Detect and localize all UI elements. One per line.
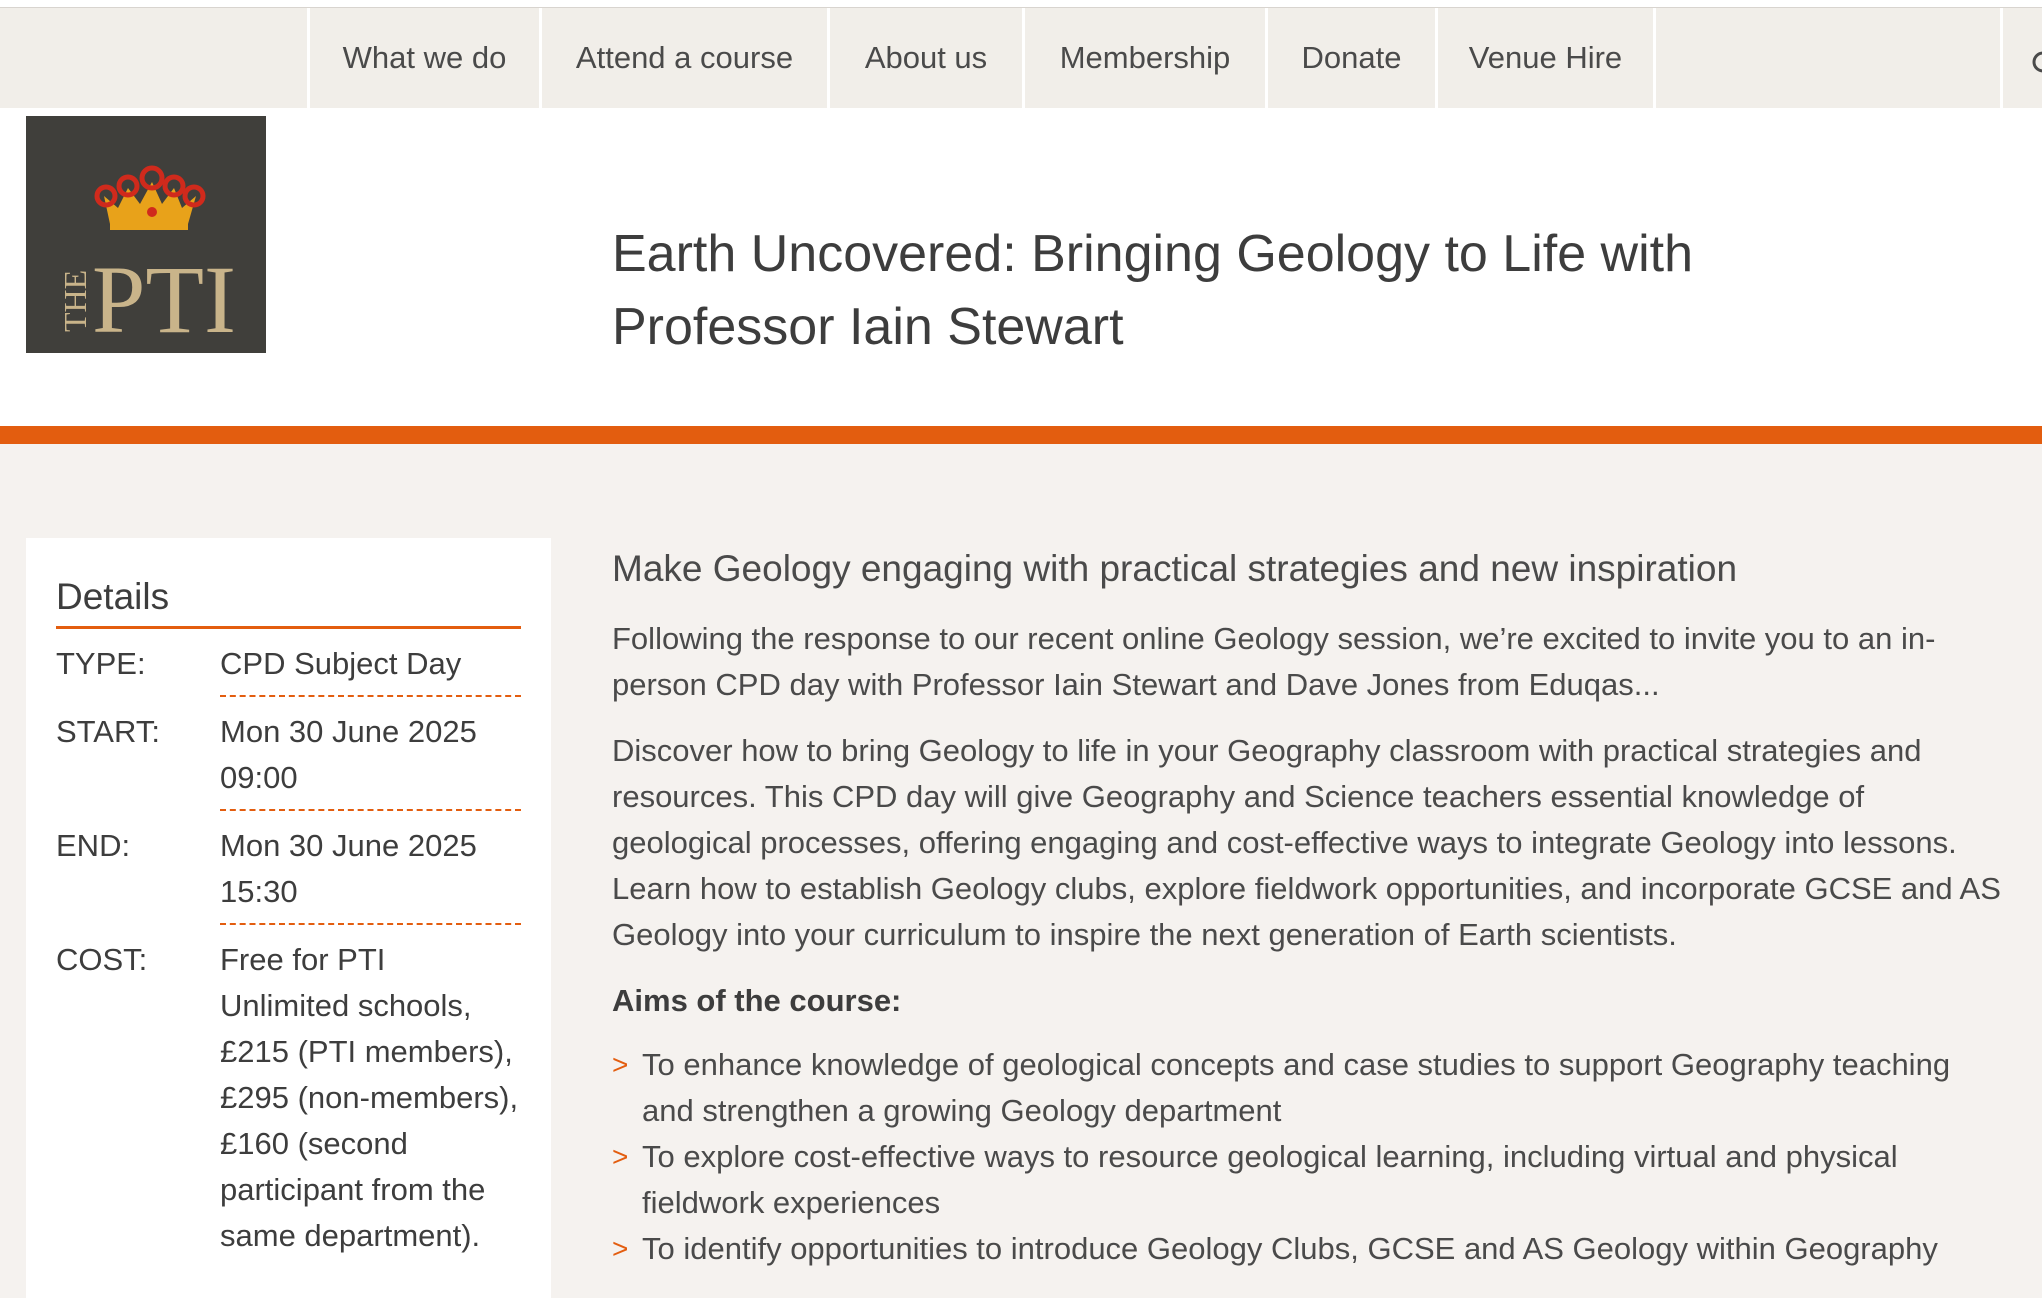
title-line-2: Professor Iain Stewart <box>612 298 1124 356</box>
search-button[interactable] <box>2000 8 2042 108</box>
detail-row-type <box>56 641 521 697</box>
detail-row-end <box>56 823 521 925</box>
pti-logo[interactable] <box>26 116 266 353</box>
aim-text: To explore cost-effective ways to resource geological learning, including virtual and physical fieldwork experiences <box>642 1139 1898 1220</box>
cost-label: COST: <box>56 942 148 977</box>
aims-list <box>612 1042 2002 1272</box>
start-time: 09:00 <box>220 760 298 795</box>
aim-text: To identify opportunities to introduce Geology Clubs, GCSE and AS Geology within Geography <box>642 1231 1938 1266</box>
nav-item-about-us[interactable]: About us <box>827 8 1022 108</box>
end-date: Mon 30 June 2025 <box>220 828 477 863</box>
cost-value <box>220 937 521 1267</box>
start-label: START: <box>56 714 160 749</box>
course-description <box>612 538 2002 1272</box>
start-value <box>220 709 521 811</box>
details-panel <box>26 538 551 1298</box>
details-heading: Details <box>56 576 521 629</box>
main-nav <box>307 8 1656 108</box>
start-date: Mon 30 June 2025 <box>220 714 477 749</box>
course-subtitle: Make Geology engaging with practical strategies and new inspiration <box>612 548 1738 589</box>
end-value <box>220 823 521 925</box>
search-icon <box>2031 50 2042 80</box>
top-border <box>0 0 2042 8</box>
aim-text: To enhance knowledge of geological concepts and case studies to support Geography teaching and strengthen a growing Geology department <box>642 1047 1951 1128</box>
aims-heading: Aims of the course: <box>612 983 902 1018</box>
logo-pti-text: PTI <box>92 246 236 353</box>
intro-paragraph: Following the response to our recent online Geology session, we’re excited to invite you to an in-person CPD day with Professor Iain Stewart and Dave Jones from Eduqas... <box>612 621 1936 702</box>
end-label: END: <box>56 828 131 863</box>
crown-icon <box>97 168 203 230</box>
nav-item-attend-a-course[interactable]: Attend a course <box>539 8 827 108</box>
body-paragraph: Discover how to bring Geology to life in your Geography classroom with practical strategies and resources. This CPD day will give Geography and Science teachers essential knowledge of geological processes, offering engaging and cost-effective ways to integrate Geology into lessons. Learn how to establish Geology clubs, explore fieldwork opportunities, and incorporate GCSE and AS Geology into your curriculum to inspire the next generation of Earth scientists. <box>612 733 2001 952</box>
cost-line: same department). <box>220 1218 481 1253</box>
list-item <box>612 1042 2002 1134</box>
title-line-1: Earth Uncovered: Bringing Geology to Life with <box>612 225 1694 283</box>
cost-line: participant from the <box>220 1172 486 1207</box>
chevron-right-icon: > <box>612 1233 629 1264</box>
cost-line: £295 (non-members), <box>220 1080 519 1115</box>
nav-item-membership[interactable]: Membership <box>1022 8 1265 108</box>
detail-row-cost <box>56 937 521 1267</box>
accent-divider <box>0 426 2042 444</box>
list-item <box>612 1134 2002 1226</box>
cost-line: Unlimited schools, <box>220 988 472 1023</box>
chevron-right-icon: > <box>612 1049 629 1080</box>
chevron-right-icon: > <box>612 1141 629 1172</box>
nav-item-what-we-do[interactable]: What we do <box>307 8 539 108</box>
list-item <box>612 1226 2002 1272</box>
detail-row-start <box>56 709 521 811</box>
type-label: TYPE: <box>56 646 146 681</box>
nav-item-venue-hire[interactable]: Venue Hire <box>1435 8 1656 108</box>
cost-line: £215 (PTI members), <box>220 1034 513 1069</box>
page-title <box>612 218 1812 364</box>
nav-item-donate[interactable]: Donate <box>1265 8 1435 108</box>
end-time: 15:30 <box>220 874 298 909</box>
cost-line: Free for PTI <box>220 942 386 977</box>
logo-the-text: THE <box>57 269 93 332</box>
type-value: CPD Subject Day <box>220 641 521 697</box>
cost-line: £160 (second <box>220 1126 408 1161</box>
